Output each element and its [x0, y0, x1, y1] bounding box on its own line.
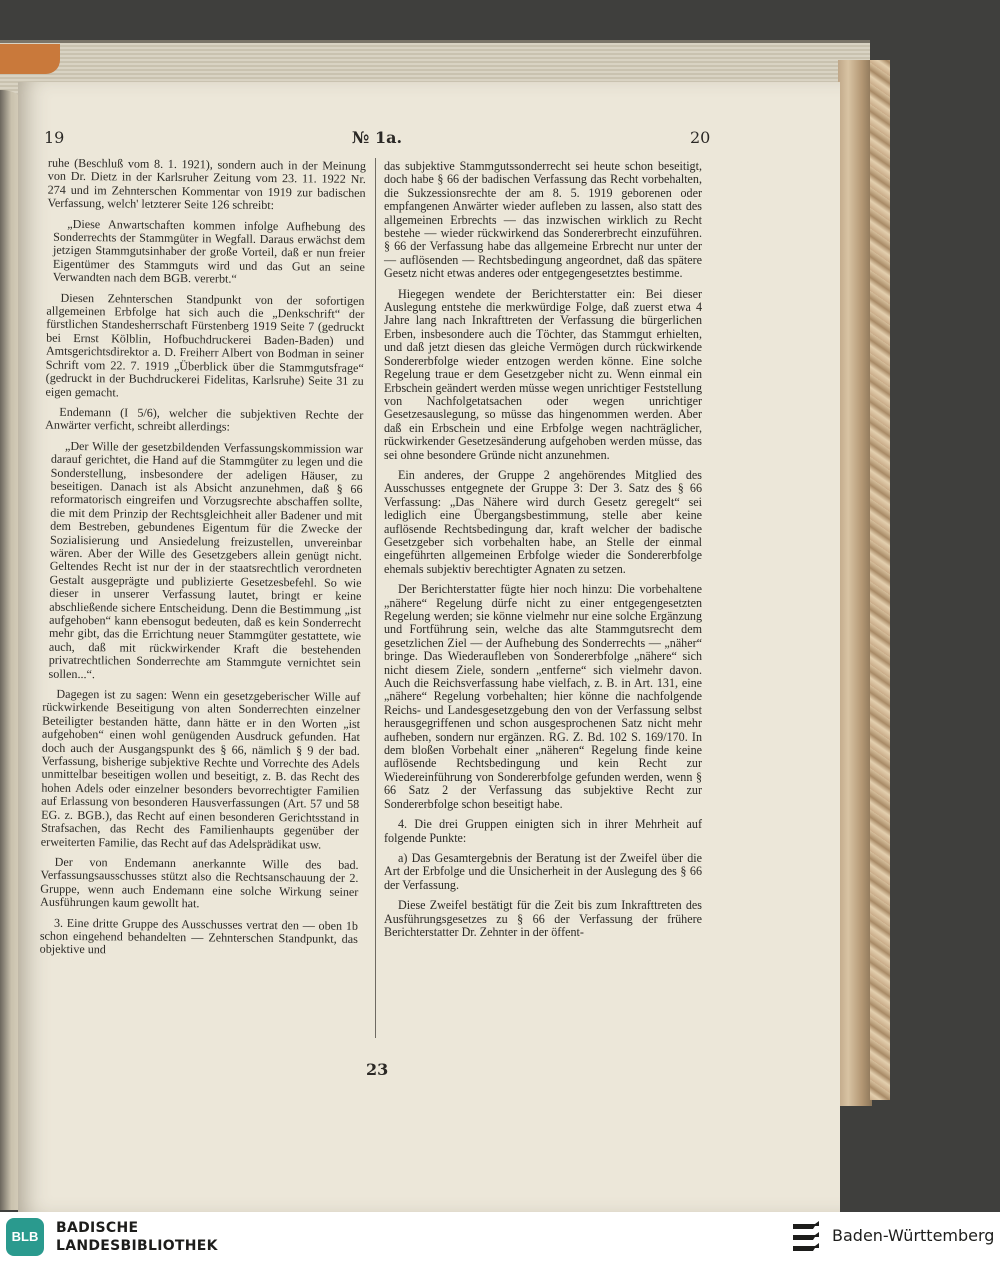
paragraph: Dagegen ist zu sagen: Wenn ein gesetzgeberischer Wille auf rückwirkende Beseitigung von alten Sonderrechten einzelner Beteiligter bestanden hätte, dann hätte er in den Worten „ist aufgehoben“ einen wohl genügenden Ausdruck gefunden. Hat doch auch der Ausgangspunkt des § 66, nämlich § 9 der bad. Verfassung, bisherige subjektive Rechte und Vorrechte des Adels unmittelbar beseitigen wollen und beseitigt, z. B. das Recht des hohen Adels oder einzelner besonders bevorrechtigter Familien auf Erlassung von besonderen Hausverfassungen (Art. 57 und 58 EG. z. BGB.), das Recht auf einen besonderen Gerichtsstand in Strafsachen, das Recht des Familienhaupts gegenüber der erweiterten Familie, das Recht auf das Adelsprädikat usw. [40, 686, 361, 852]
paragraph: 4. Die drei Gruppen einigten sich in ihrer Mehrheit auf folgende Punkte: [384, 817, 702, 845]
paragraph: Diese Zweifel bestätigt für die Zeit bis zum Inkrafttreten des Ausführungsgesetzes zu § 66 der Verfassung der frühere Berichterstatter Dr. Zehnter in der öffent- [384, 898, 702, 939]
blb-logo[interactable]: BLB [6, 1218, 44, 1256]
issue-title: № 1a. [352, 128, 403, 147]
quote-paragraph: „Der Wille der gesetzbildenden Verfassungskommission war darauf gerichtet, die Hand auf die Stammgüter zu legen und die Sonderstellung, insbesondere der adeligen Häuser, zu beseitigen. Danach ist als Absicht anzunehmen, daß § 66 reformatorisch eingreifen und Vorzugsrechte abschaffen sollte, die mit dem Prinzip der Rechtsgleichheit aller Badener und mit dem Bestreben, gebundenes Eigentum für die Zwecke der Sozialisierung und Ansiedelung freizustellen, unvereinbar wären. Aber der Wille des Gesetzgebers allein genügt nicht. Geltendes Recht ist nur der in der staatsrechtlich verordneten Gestalt ausgeprägte und publizierte Gesetzesbefehl. So wie dieser in unserer Verfassung lautet, bringt er keine abschließende sichere Entscheidung. Denn die Bestimmung „ist aufgehoben“ kann ebensogut bedeuten, daß es kein Sonderrecht mehr gibt, das die Errichtung neuer Stammgüter gestattete, wie auch, daß mit rückwirkender Kraft die bestehenden privatrechtlichen Sonderrechte am Stammgute vernichtet sein sollen...“. [48, 438, 364, 681]
paragraph: Der von Endemann anerkannte Wille des bad. Verfassungsausschusses stützt also die Rechtsanschauung der 2. Gruppe, wenn auch Endemann eine solche Wirkung seiner Ausführungen kaum gewollt hat. [40, 854, 359, 911]
right-column [384, 160, 702, 946]
library-name-line1: BADISCHE [56, 1220, 139, 1236]
paragraph: Endemann (I 5/6), welcher die subjektiven Rechte der Anwärter verficht, schreibt allerdings: [45, 404, 364, 434]
state-name[interactable]: Baden-Württemberg [832, 1226, 995, 1245]
paragraph: Ein anderes, der Gruppe 2 angehörendes Mitglied des Ausschusses entgegnete der Gruppe 3: Der 3. Satz des § 66 Verfassung: „Das Nähere wird durch Gesetz geregelt“ sei lediglich eine Übergangsbestimmung, stelle aber keine auflösende Rechtsbedingung dar, kraft welcher der badische Gesetzgeber sich vorbehalten habe, an Stelle der einmal eingeführten allgemeinen Erbfolge wieder die Sondererbfolge ehemals subjektiv berechtigter Agnaten zu setzen. [384, 467, 702, 576]
baden-wuerttemberg-lions-icon [790, 1218, 824, 1256]
book-right-pages [838, 60, 872, 1106]
paragraph: Der Berichterstatter fügte hier noch hinzu: Die vorbehaltene „nähere“ Regelung dürfe nicht zu einer entgegengesetzten Regelung werden; sie könne vielmehr nur eine solche Ergänzung und Fortführung sein, welche das alte Stammgutsrecht dem gesetzlichen Ziel — der Aufhebung des Sonderrechts — „näher“ bringe. Das Wiederaufleben von Sondererbfolge „nähere“ sich nicht diesem Ziele, sondern „entferne“ sich vielmehr davon. Auch die Reichsverfassung habe vielfach, z. B. in Art. 131, eine „nähere“ Regelung vorbehalten; hier könne die nachfolgende Reichs- und Landesgesetzgebung den von der Verfassung selbst herausgegriffenen und schon ausgesprochenen Satz nicht mehr aufheben, sondern nur ergänzen. RG. Z. Bd. 102 S. 169/170. In dem bloßen Vorbehalt einer „näheren“ Regelung finde keine auflösende Rechtsbedingung und kein Recht zur Wiedereinführung von Sondererbfolge gefunden werden, wenn § 66 Satz 2 der Verfassung das subjektive Recht zur Sondererbfolge schon beseitigt habe. [384, 582, 702, 811]
paragraph: das subjektive Stammgutssonderrecht sei heute schon beseitigt, doch habe § 66 der badischen Verfassung das Recht vorbehalten, die Sukzessionsrechte der am 8. 5. 1919 geborenen oder empfangenen Anwärter wieder aufleben zu lassen, also statt des allgemeinen Erbrechts — das inzwischen wirklich zu Recht bestehe — wieder rückwirkend das Sondererbrecht einzuführen. § 66 der Verfassung habe das allgemeine Erbrecht nur unter der — auflösenden — Rechtsbedingung angeordnet, daß das spätere Gesetz nicht etwas anderes oder entgegengesetztes bestimme. [384, 159, 702, 281]
paragraph: Diesen Zehnterschen Standpunkt von der sofortigen allgemeinen Erbfolge hat sich auch die „Denkschrift“ der fürstlichen Standesherrschaft Fürstenberg 1919 Seite 7 (gedruckt bei Ernst Kölblin, Hofbuchdruckerei Baden-Baden) und Amtsgerichtsdirektor a. D. Freiherr Albert von Bodman in seiner Schrift vom 22. 7. 1919 „Überblick über die Stammgutsfrage“ (gedruckt in der Buchdruckerei Fidelitas, Karlsruhe) Seite 31 zu eigen gemacht. [45, 290, 365, 399]
page-number-left: 19 [44, 128, 65, 147]
paragraph: ruhe (Beschluß vom 8. 1. 1921), sondern auch in der Meinung von Dr. Dietz in der Karlsruher Zeitung vom 23. 11. 1922 Nr. 274 und im Zehnterschen Kommentar von 1919 zur badischen Verfassung, welch' letzterer Seite 126 schreibt: [47, 155, 367, 213]
paragraph: a) Das Gesamtergebnis der Beratung ist der Zweifel über die Art der Erbfolge und die Unsicherheit in der Auslegung des § 66 der Verfassung. [384, 850, 702, 892]
column-divider [375, 158, 376, 1038]
book-cover-edge [870, 60, 890, 1100]
footer-page-number: 23 [366, 1060, 389, 1079]
paragraph: Hiegegen wendete der Berichterstatter ein: Bei dieser Auslegung entstehe die merkwürdige Folge, daß zuerst etwa 4 Jahre lang nach Inkrafttreten der Verfassung die bürgerlichen Erben, insbesondere auch die Töchter, das Stammgut erhielten, und daß jetzt diesen das gleiche Vermögen durch rückwirkende Sondererbfolge wieder entzogen werden könne. Eine solche Regelung traue er dem Gesetzgeber nicht zu. Wenn einmal ein Erbschein geändert werden müsse wegen unrichtiger Feststellung von Nachfolgetatsachen oder wegen unrichtiger Gesetzesauslegung, so müsse das hingenommen werden. Aber daß ein Erbschein und eine Erbfolge wegen nachträglicher, rückwirkender Gesetzesänderung aufgehoben werden müsse, das sei ohne besondere Gründe nicht anzunehmen. [384, 286, 702, 462]
library-name[interactable] [56, 1219, 218, 1255]
viewer-footer-bar [0, 1212, 1000, 1262]
page-header [0, 128, 1000, 150]
library-name-line2: LANDESBIBLIOTHEK [56, 1238, 218, 1254]
bookmark-ribbon [0, 44, 60, 74]
page-number-right: 20 [690, 128, 711, 147]
paragraph: 3. Eine dritte Gruppe des Ausschusses vertrat den — oben 1b schon eingehend behandelten — Zehnterschen Standpunkt, das objektive und [39, 915, 359, 957]
quote-paragraph: „Diese Anwartschaften kommen infolge Aufhebung des Sonderrechts der Stammgüter in Wegfall. Daraus erwächst dem jetzigen Stammgutsinhaber der große Vorteil, daß er nun freier Eigentümer des Stammguts wird und das Gut an seine Verwandten nach dem BGB. vererbt.“ [52, 216, 366, 286]
left-column [40, 157, 366, 967]
